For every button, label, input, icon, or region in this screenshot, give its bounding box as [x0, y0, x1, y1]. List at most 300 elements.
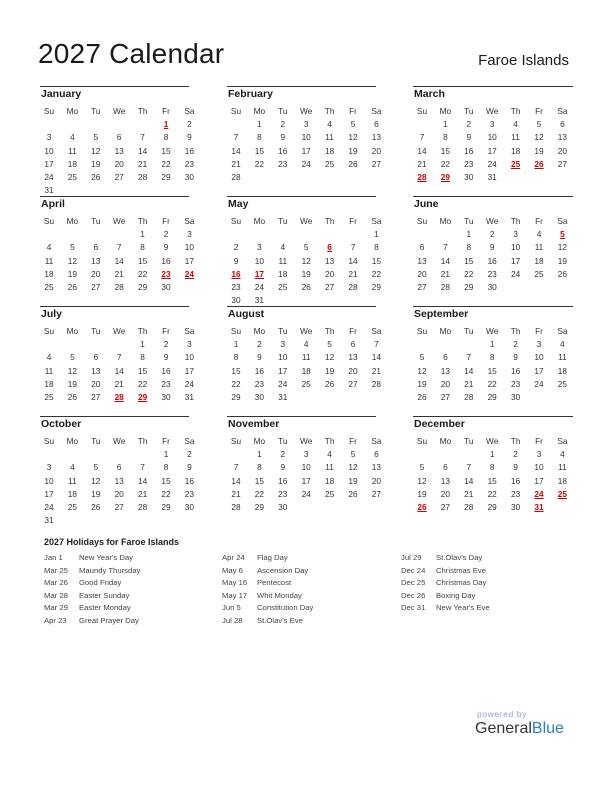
weekday-header: Su — [43, 216, 55, 226]
day-cell: 21 — [114, 268, 124, 279]
day-cell: 24 — [44, 172, 54, 182]
day-cell: 22 — [137, 268, 148, 279]
day-cell: 22 — [464, 268, 474, 279]
day-cell: 25 — [557, 378, 567, 389]
day-cell: 7 — [419, 132, 425, 143]
day-cell: 15 — [137, 255, 148, 266]
day-cell: 1 — [443, 119, 448, 130]
day-cell: 7 — [116, 242, 122, 253]
day-cell: 16 — [184, 145, 194, 156]
day-cell: 4 — [536, 229, 542, 240]
weekday-header: We — [113, 436, 126, 446]
holiday-date: Mar 25 — [44, 565, 68, 575]
holiday-day: 1 — [163, 119, 169, 130]
weekday-header: Th — [510, 106, 521, 116]
day-cell: 22 — [487, 378, 497, 389]
day-cell: 31 — [278, 392, 288, 402]
day-cell: 10 — [254, 255, 264, 266]
month-divider — [413, 306, 573, 307]
day-cell: 4 — [70, 462, 75, 473]
weekday-header: Mo — [66, 436, 79, 446]
day-cell: 9 — [187, 462, 192, 473]
month-name: October — [41, 418, 82, 430]
day-cell: 12 — [557, 242, 567, 253]
day-cell: 1 — [233, 339, 239, 350]
weekday-header: Th — [324, 326, 335, 336]
day-cell: 28 — [137, 502, 148, 512]
day-cell: 26 — [557, 268, 567, 279]
day-cell: 14 — [137, 145, 148, 156]
day-cell: 25 — [67, 172, 77, 182]
holiday-date: Dec 25 — [401, 578, 426, 587]
day-cell: 1 — [163, 449, 169, 460]
holiday-name: Christmas Day — [436, 578, 487, 587]
day-cell: 20 — [417, 268, 427, 279]
weekday-header: We — [486, 436, 499, 446]
day-cell: 18 — [278, 268, 288, 279]
day-cell: 15 — [464, 255, 474, 266]
day-cell: 1 — [140, 339, 145, 350]
day-cell: 19 — [534, 145, 544, 156]
day-cell: 27 — [114, 502, 124, 512]
weekday-header: Su — [43, 436, 55, 446]
day-cell: 5 — [419, 352, 425, 363]
day-cell: 21 — [371, 365, 381, 376]
day-cell: 20 — [114, 158, 124, 169]
month-divider — [40, 416, 189, 417]
holiday-name: Easter Sunday — [79, 590, 130, 600]
day-cell: 6 — [443, 352, 448, 363]
weekday-header: Fr — [349, 326, 357, 336]
day-cell: 7 — [350, 242, 356, 253]
day-cell: 30 — [487, 282, 497, 292]
weekday-header: Th — [324, 216, 335, 226]
day-cell: 25 — [44, 282, 54, 292]
day-cell: 3 — [513, 229, 518, 240]
day-cell: 19 — [348, 475, 358, 486]
day-cell: 3 — [303, 119, 309, 130]
day-cell: 12 — [324, 352, 335, 363]
day-cell: 4 — [327, 449, 332, 460]
day-cell: 13 — [371, 132, 381, 143]
day-cell: 1 — [257, 449, 262, 460]
day-cell: 23 — [161, 378, 171, 389]
holiday-day: 24 — [184, 268, 194, 279]
month-divider — [413, 86, 573, 87]
day-cell: 24 — [301, 488, 311, 499]
holidays-title: 2027 Holidays for Faroe Islands — [44, 537, 180, 547]
day-cell: 13 — [114, 145, 124, 156]
holiday-name: Whit Monday — [257, 590, 302, 600]
weekday-header: Sa — [557, 436, 568, 446]
day-cell: 26 — [348, 488, 358, 499]
day-cell: 3 — [257, 242, 262, 253]
day-cell: 27 — [371, 158, 381, 169]
month-divider — [227, 306, 376, 307]
holiday-day: 28 — [114, 392, 124, 402]
holiday-date: Jul 29 — [401, 553, 422, 562]
day-cell: 2 — [280, 449, 286, 460]
weekday-header: Sa — [371, 326, 382, 336]
holiday-day: 17 — [254, 268, 264, 279]
day-cell: 10 — [44, 475, 54, 486]
day-cell: 29 — [161, 502, 171, 512]
day-cell: 3 — [46, 462, 52, 473]
day-cell: 10 — [487, 132, 497, 143]
day-cell: 27 — [114, 172, 124, 182]
day-cell: 2 — [280, 119, 286, 130]
brand-blue: Blue — [531, 720, 564, 737]
weekday-header: Tu — [278, 216, 288, 226]
day-cell: 14 — [114, 255, 124, 266]
day-cell: 6 — [350, 339, 356, 350]
day-cell: 3 — [536, 449, 542, 460]
day-cell: 14 — [440, 255, 450, 266]
day-cell: 30 — [231, 295, 241, 306]
day-cell: 18 — [557, 475, 567, 486]
day-cell: 17 — [44, 158, 54, 169]
weekday-header: Tu — [464, 106, 474, 116]
day-cell: 27 — [440, 502, 450, 512]
day-cell: 8 — [233, 352, 239, 363]
day-cell: 20 — [348, 365, 358, 376]
day-cell: 14 — [464, 365, 474, 376]
day-cell: 11 — [68, 475, 77, 486]
day-cell: 6 — [116, 462, 122, 473]
day-cell: 26 — [67, 282, 77, 292]
weekday-header: Tu — [91, 216, 101, 226]
day-cell: 24 — [534, 378, 544, 389]
day-cell: 26 — [91, 172, 101, 182]
holiday-name: Boxing Day — [436, 590, 476, 600]
brand-general: General — [475, 720, 532, 737]
country-name: Faroe Islands — [478, 52, 569, 69]
day-cell: 17 — [278, 365, 288, 376]
day-cell: 9 — [280, 462, 286, 473]
holiday-date: Jan 1 — [44, 553, 63, 562]
day-cell: 18 — [67, 158, 77, 169]
day-cell: 15 — [161, 475, 171, 486]
weekday-header: Fr — [162, 326, 170, 336]
day-cell: 27 — [91, 282, 101, 292]
holiday-date: Apr 24 — [222, 553, 245, 562]
day-cell: 14 — [417, 145, 427, 156]
day-cell: 16 — [184, 475, 194, 486]
day-cell: 21 — [114, 378, 124, 389]
holiday-name: St.Olav's Day — [436, 553, 483, 562]
day-cell: 28 — [114, 282, 124, 292]
day-cell: 20 — [557, 145, 567, 156]
weekday-header: Mo — [439, 326, 452, 336]
day-cell: 2 — [257, 339, 262, 350]
day-cell: 22 — [254, 488, 264, 499]
month-divider — [413, 196, 573, 197]
holiday-name: Maundy Thursday — [79, 565, 141, 575]
day-cell: 18 — [301, 365, 311, 376]
month-name: November — [228, 418, 280, 430]
day-cell: 20 — [91, 268, 101, 279]
day-cell: 16 — [278, 475, 288, 486]
day-cell: 14 — [371, 352, 381, 363]
weekday-header: Fr — [535, 216, 543, 226]
day-cell: 18 — [44, 268, 54, 279]
day-cell: 17 — [487, 145, 497, 156]
holiday-day: 25 — [557, 488, 567, 499]
day-cell: 28 — [137, 172, 148, 182]
day-cell: 11 — [534, 242, 544, 253]
day-cell: 10 — [278, 352, 288, 363]
day-cell: 17 — [534, 475, 544, 486]
day-cell: 11 — [511, 132, 520, 143]
holiday-day: 26 — [534, 158, 544, 169]
weekday-header: Tu — [464, 216, 474, 226]
day-cell: 5 — [327, 339, 332, 350]
day-cell: 20 — [371, 145, 381, 156]
day-cell: 17 — [301, 475, 311, 486]
day-cell: 19 — [417, 488, 427, 499]
weekday-header: Fr — [349, 436, 357, 446]
day-cell: 10 — [184, 352, 194, 363]
weekday-header: Su — [230, 216, 242, 226]
weekday-header: Sa — [184, 436, 195, 446]
day-cell: 21 — [137, 158, 148, 169]
day-cell: 22 — [254, 158, 264, 169]
day-cell: 11 — [301, 352, 311, 363]
weekday-header: We — [486, 326, 499, 336]
holiday-name: Constitution Day — [257, 603, 314, 612]
day-cell: 26 — [67, 392, 77, 402]
day-cell: 6 — [93, 352, 99, 363]
day-cell: 26 — [91, 502, 101, 512]
day-cell: 4 — [46, 242, 52, 253]
day-cell: 11 — [325, 132, 334, 143]
weekday-header: Su — [230, 326, 242, 336]
holiday-name: Flag Day — [257, 553, 288, 562]
day-cell: 18 — [510, 145, 521, 156]
holiday-date: Dec 31 — [401, 603, 426, 612]
day-cell: 12 — [417, 475, 427, 486]
day-cell: 30 — [161, 282, 171, 292]
day-cell: 1 — [489, 339, 495, 350]
day-cell: 16 — [161, 255, 171, 266]
weekday-header: Sa — [557, 216, 568, 226]
weekday-header: We — [300, 436, 313, 446]
day-cell: 22 — [161, 488, 171, 499]
weekday-header: Tu — [278, 106, 288, 116]
day-cell: 3 — [46, 132, 52, 143]
day-cell: 7 — [466, 462, 472, 473]
weekday-header: Sa — [184, 326, 195, 336]
holiday-date: May 16 — [222, 578, 248, 587]
day-cell: 14 — [348, 255, 358, 266]
day-cell: 28 — [371, 378, 381, 389]
day-cell: 22 — [137, 378, 148, 389]
day-cell: 29 — [464, 282, 474, 292]
day-cell: 23 — [278, 158, 288, 169]
holiday-day: 6 — [327, 242, 332, 253]
day-cell: 1 — [140, 229, 145, 240]
holiday-name: New Year's Eve — [436, 603, 490, 612]
day-cell: 6 — [374, 449, 379, 460]
day-cell: 13 — [91, 365, 101, 376]
month-divider — [40, 306, 189, 307]
weekday-header: Sa — [371, 106, 382, 116]
weekday-header: Th — [137, 216, 148, 226]
weekday-header: Mo — [439, 436, 452, 446]
day-cell: 27 — [371, 488, 381, 499]
day-cell: 26 — [324, 378, 335, 389]
day-cell: 31 — [44, 185, 54, 196]
day-cell: 9 — [163, 352, 169, 363]
day-cell: 19 — [301, 268, 311, 279]
day-cell: 17 — [184, 365, 194, 376]
day-cell: 4 — [560, 339, 565, 350]
day-cell: 8 — [163, 462, 169, 473]
day-cell: 2 — [163, 339, 169, 350]
weekday-header: Sa — [557, 106, 568, 116]
day-cell: 23 — [487, 268, 497, 279]
day-cell: 4 — [513, 119, 518, 130]
weekday-header: Fr — [349, 216, 357, 226]
weekday-header: Su — [43, 326, 55, 336]
holiday-name: Good Friday — [79, 578, 122, 587]
day-cell: 6 — [560, 119, 565, 130]
day-cell: 8 — [489, 352, 495, 363]
day-cell: 12 — [534, 132, 544, 143]
month-name: May — [228, 198, 249, 210]
holiday-name: Pentecost — [257, 578, 292, 587]
day-cell: 8 — [257, 132, 262, 143]
weekday-header: Mo — [253, 326, 266, 336]
day-cell: 27 — [348, 378, 358, 389]
month-divider — [227, 196, 376, 197]
day-cell: 28 — [348, 282, 358, 292]
day-cell: 18 — [67, 488, 77, 499]
day-cell: 27 — [417, 282, 427, 292]
holiday-name: Easter Monday — [79, 603, 131, 612]
weekday-header: Mo — [439, 216, 452, 226]
day-cell: 23 — [184, 158, 194, 169]
day-cell: 13 — [371, 462, 381, 473]
day-cell: 10 — [510, 242, 521, 253]
day-cell: 16 — [161, 365, 171, 376]
weekday-header: We — [113, 106, 126, 116]
weekday-header: Fr — [535, 436, 543, 446]
day-cell: 6 — [443, 462, 448, 473]
holiday-day: 23 — [161, 268, 171, 279]
holiday-day: 26 — [417, 502, 427, 512]
day-cell: 8 — [374, 242, 379, 253]
month-divider — [227, 416, 376, 417]
month-name: August — [228, 308, 265, 320]
day-cell: 22 — [371, 268, 381, 279]
day-cell: 14 — [464, 475, 474, 486]
weekday-header: Th — [324, 436, 335, 446]
weekday-header: Su — [230, 106, 242, 116]
day-cell: 13 — [440, 475, 450, 486]
day-cell: 30 — [278, 502, 288, 512]
day-cell: 6 — [93, 242, 99, 253]
weekday-header: Mo — [439, 106, 452, 116]
holiday-date: Mar 28 — [44, 590, 68, 600]
day-cell: 10 — [184, 242, 194, 253]
weekday-header: We — [300, 326, 313, 336]
day-cell: 12 — [348, 132, 358, 143]
day-cell: 30 — [184, 172, 194, 182]
day-cell: 20 — [114, 488, 124, 499]
holiday-date: Mar 29 — [44, 603, 68, 612]
day-cell: 28 — [440, 282, 450, 292]
day-cell: 11 — [44, 255, 54, 266]
holiday-date: Dec 26 — [401, 590, 426, 600]
day-cell: 16 — [510, 475, 521, 486]
day-cell: 9 — [163, 242, 169, 253]
day-cell: 7 — [116, 352, 122, 363]
day-cell: 6 — [374, 119, 379, 130]
day-cell: 23 — [184, 488, 194, 499]
day-cell: 5 — [70, 242, 75, 253]
day-cell: 10 — [44, 145, 54, 156]
day-cell: 3 — [536, 339, 542, 350]
day-cell: 7 — [233, 132, 239, 143]
day-cell: 29 — [254, 502, 264, 512]
weekday-header: Fr — [162, 216, 170, 226]
weekday-header: Fr — [162, 106, 170, 116]
day-cell: 20 — [371, 475, 381, 486]
weekday-header: Mo — [253, 216, 266, 226]
weekday-header: Fr — [535, 106, 543, 116]
day-cell: 6 — [116, 132, 122, 143]
day-cell: 18 — [44, 378, 54, 389]
weekday-header: Su — [43, 106, 55, 116]
day-cell: 9 — [187, 132, 192, 143]
holiday-date: May 6 — [222, 565, 243, 575]
day-cell: 16 — [278, 145, 288, 156]
day-cell: 7 — [374, 339, 379, 350]
day-cell: 17 — [301, 145, 311, 156]
holiday-date: Jun 5 — [222, 603, 241, 612]
day-cell: 19 — [91, 488, 101, 499]
day-cell: 13 — [348, 352, 358, 363]
day-cell: 4 — [280, 242, 286, 253]
day-cell: 27 — [91, 392, 101, 402]
day-cell: 25 — [324, 488, 335, 499]
generalblue-logo[interactable] — [475, 720, 564, 738]
weekday-header: We — [113, 216, 126, 226]
day-cell: 14 — [137, 475, 148, 486]
weekday-header: We — [113, 326, 126, 336]
page-title: 2027 Calendar — [38, 38, 225, 69]
weekday-header: Su — [230, 436, 242, 446]
month-name: July — [41, 308, 63, 320]
day-cell: 5 — [419, 462, 425, 473]
day-cell: 30 — [464, 172, 474, 182]
day-cell: 11 — [558, 352, 567, 363]
day-cell: 7 — [233, 462, 239, 473]
holiday-date: May 17 — [222, 590, 248, 600]
day-cell: 12 — [348, 462, 358, 473]
day-cell: 10 — [301, 132, 311, 143]
day-cell: 13 — [324, 255, 335, 266]
day-cell: 23 — [254, 378, 264, 389]
day-cell: 25 — [44, 392, 54, 402]
weekday-header: Su — [416, 216, 428, 226]
day-cell: 9 — [233, 255, 239, 266]
day-cell: 17 — [184, 255, 194, 266]
day-cell: 30 — [161, 392, 171, 402]
day-cell: 22 — [487, 488, 497, 499]
weekday-header: Tu — [278, 436, 288, 446]
